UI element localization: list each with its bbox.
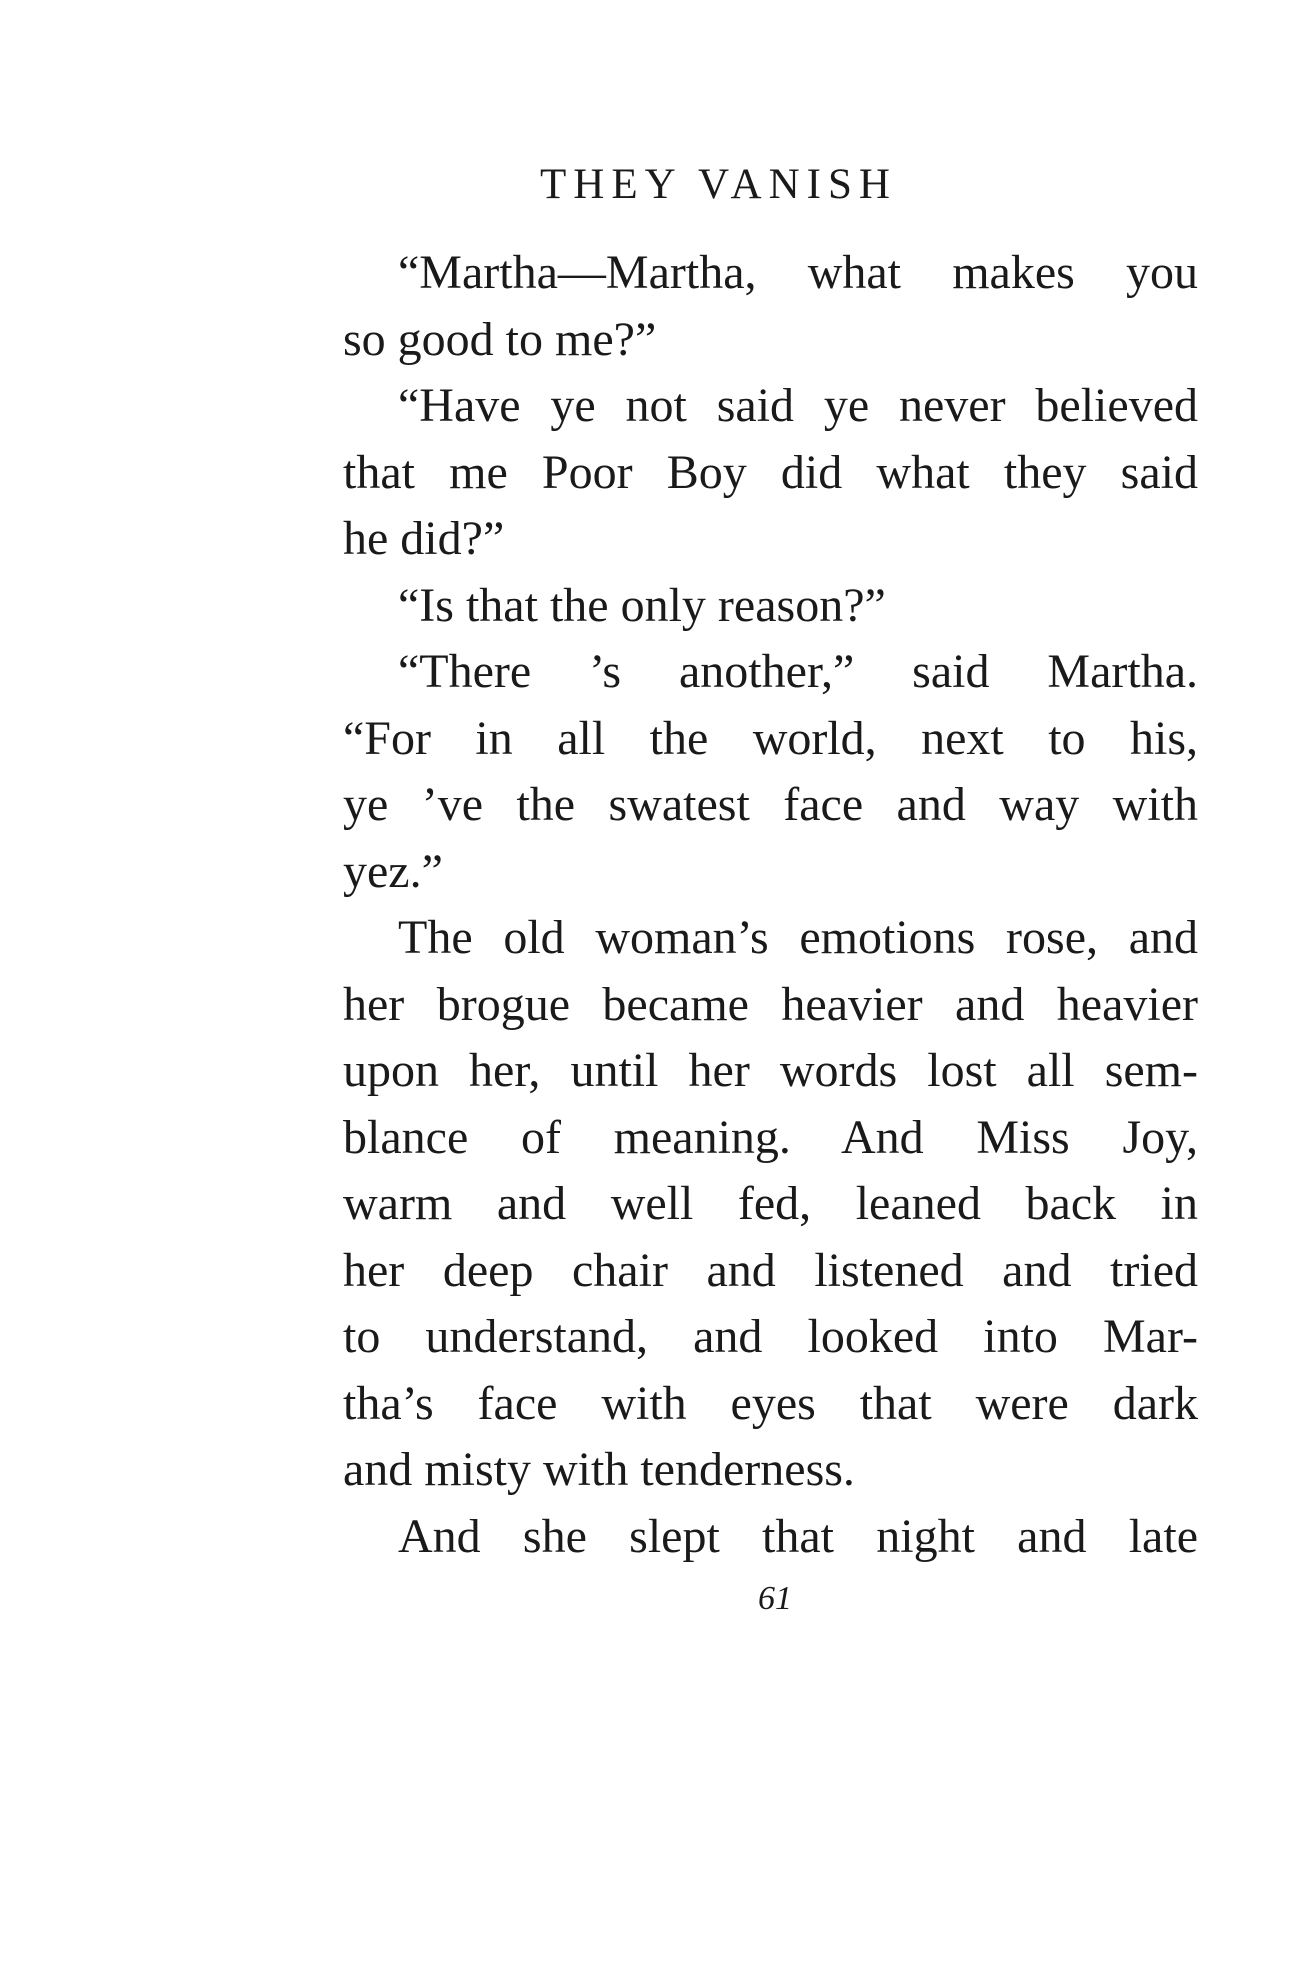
text-line: to understand, and looked into Mar-: [343, 1310, 1198, 1363]
text-line: her brogue became heavier and heavier: [343, 977, 1198, 1031]
text-line: “Is that the only reason?”: [398, 578, 886, 632]
text-line: that me Poor Boy did what they said: [343, 445, 1198, 499]
text-line: he did?”: [343, 512, 505, 565]
body-text: [343, 240, 1198, 1570]
text-line: And she slept that night and late: [398, 1509, 1198, 1563]
text-line: upon her, until her words lost all sem-: [343, 1044, 1198, 1097]
text-line: blance of meaning. And Miss Joy,: [343, 1110, 1198, 1164]
text-line: The old woman’s emotions rose, and: [398, 911, 1198, 964]
text-line: “Martha—Martha, what makes you: [398, 246, 1198, 299]
text-line: tha’s face with eyes that were dark: [343, 1376, 1198, 1430]
text-line: “Have ye not said ye never believed: [398, 379, 1198, 432]
text-line: her deep chair and listened and tried: [343, 1243, 1198, 1297]
text-line: yez.”: [343, 844, 443, 898]
text-line: warm and well fed, leaned back in: [343, 1177, 1198, 1230]
text-line: ye ’ve the swatest face and way with: [343, 778, 1198, 831]
text-line: “For in all the world, next to his,: [343, 711, 1198, 765]
text-line: so good to me?”: [343, 312, 657, 366]
text-line: “There ’s another,” said Martha.: [398, 645, 1198, 698]
running-head: THEY VANISH: [540, 161, 897, 208]
text-line: and misty with tenderness.: [343, 1443, 855, 1496]
page-number: 61: [758, 1580, 792, 1617]
